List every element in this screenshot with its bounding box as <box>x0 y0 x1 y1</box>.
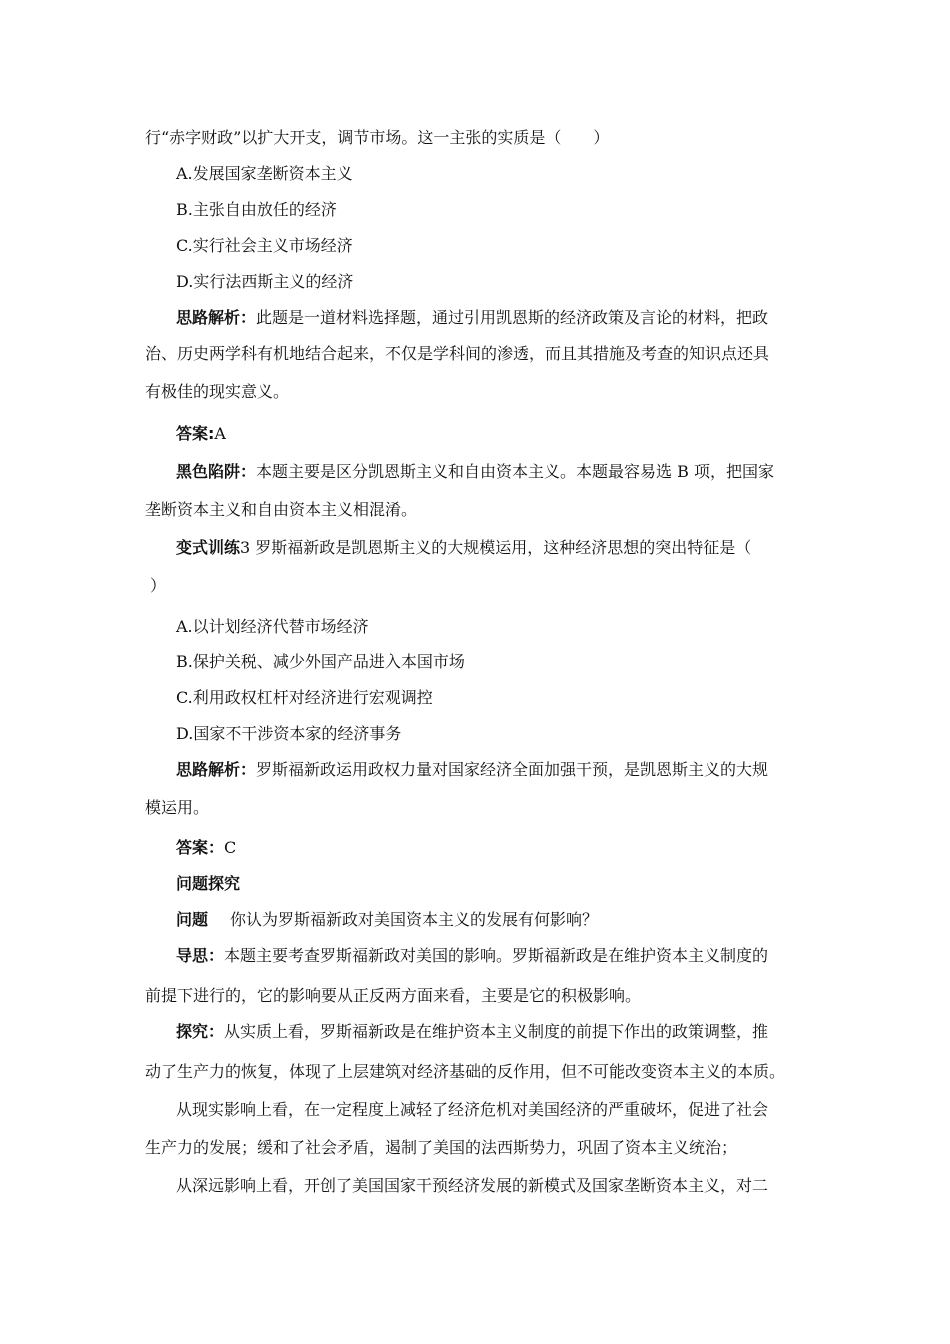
guide-line: 本题主要考查罗斯福新政对美国的影响。罗斯福新政是在维护资本主义制度的 <box>224 946 769 965</box>
option-b: B.主张自由放任的经济 <box>176 200 337 219</box>
variant-option-c: C.利用政权杠杆对经济进行宏观调控 <box>176 688 433 707</box>
variant-answer-label: 答案： <box>176 838 225 857</box>
variant-stem: 3 罗斯福新政是凯恩斯主义的大规模运用，这种经济思想的突出特征是（ <box>240 538 752 557</box>
trap-line: 本题主要是区分凯恩斯主义和自由资本主义。本题最容易选 B 项，把国家 <box>256 462 774 481</box>
explore-line: 动了生产力的恢复，体现了上层建筑对经济基础的反作用，但不可能改变资本主义的本质。 <box>145 1062 786 1081</box>
variant-analysis-label: 思路解析： <box>176 760 257 779</box>
analysis-line: 有极佳的现实意义。 <box>145 382 290 401</box>
explore-label: 探究： <box>176 1022 225 1041</box>
variant-answer-value: C <box>224 838 237 857</box>
question-label: 问题 <box>176 910 209 929</box>
trap-label: 黑色陷阱： <box>176 462 257 481</box>
question-text: 你认为罗斯福新政对美国资本主义的发展有何影响？ <box>230 910 599 929</box>
analysis-paragraph <box>176 308 768 328</box>
analysis-label: 思路解析： <box>176 308 257 327</box>
variant-analysis-line: 罗斯福新政运用政权力量对国家经济全面加强干预，是凯恩斯主义的大规 <box>256 760 769 779</box>
trap-line: 垄断资本主义和自由资本主义相混淆。 <box>145 500 418 519</box>
variant-label: 变式训练 <box>176 538 241 557</box>
option-a: A.发展国家垄断资本主义 <box>176 164 353 183</box>
option-d: D.实行法西斯主义的经济 <box>176 272 354 291</box>
trap-paragraph <box>176 462 774 482</box>
guide-label: 导思： <box>176 946 225 965</box>
variant-analysis-line: 模运用。 <box>145 798 210 817</box>
answer-line <box>176 424 226 444</box>
variant-option-d: D.国家不干涉资本家的经济事务 <box>176 724 402 743</box>
guide-line: 前提下进行的，它的影响要从正反两方面来看，主要是它的积极影响。 <box>145 986 642 1005</box>
analysis-line: 治、历史两学科有机地结合起来，不仅是学科间的渗透，而且其措施及考查的知识点还具 <box>145 344 770 363</box>
variant-question <box>176 538 751 558</box>
variant-option-b: B.保护关税、减少外国产品进入本国市场 <box>176 652 465 671</box>
option-c: C.实行社会主义市场经济 <box>176 236 353 255</box>
variant-answer <box>176 838 236 858</box>
variant-analysis <box>176 760 768 780</box>
paragraph-line: 从现实影响上看，在一定程度上减轻了经济危机对美国经济的严重破坏，促进了社会 <box>176 1100 769 1119</box>
variant-option-a: A.以计划经济代替市场经济 <box>176 617 369 636</box>
question-stem-tail: 行“赤字财政”以扩大开支，调节市场。这一主张的实质是（ ） <box>145 128 610 147</box>
paragraph-line: 生产力的发展；缓和了社会矛盾，遏制了美国的法西斯势力，巩固了资本主义统治； <box>145 1138 738 1157</box>
paragraph-line: 从深远影响上看，开创了美国国家干预经济发展的新模式及国家垄断资本主义，对二 <box>176 1176 769 1195</box>
guide-paragraph <box>176 946 768 966</box>
answer-value: A <box>214 424 226 443</box>
inquiry-question <box>176 910 598 930</box>
answer-label: 答案: <box>176 424 215 443</box>
explore-paragraph <box>176 1022 768 1042</box>
explore-line: 从实质上看，罗斯福新政是在维护资本主义制度的前提下作出的政策调整，推 <box>224 1022 769 1041</box>
variant-stem-line: ） <box>150 576 167 595</box>
section-heading: 问题探究 <box>176 874 241 893</box>
analysis-line: 此题是一道材料选择题，通过引用凯恩斯的经济政策及言论的材料，把政 <box>256 308 769 327</box>
